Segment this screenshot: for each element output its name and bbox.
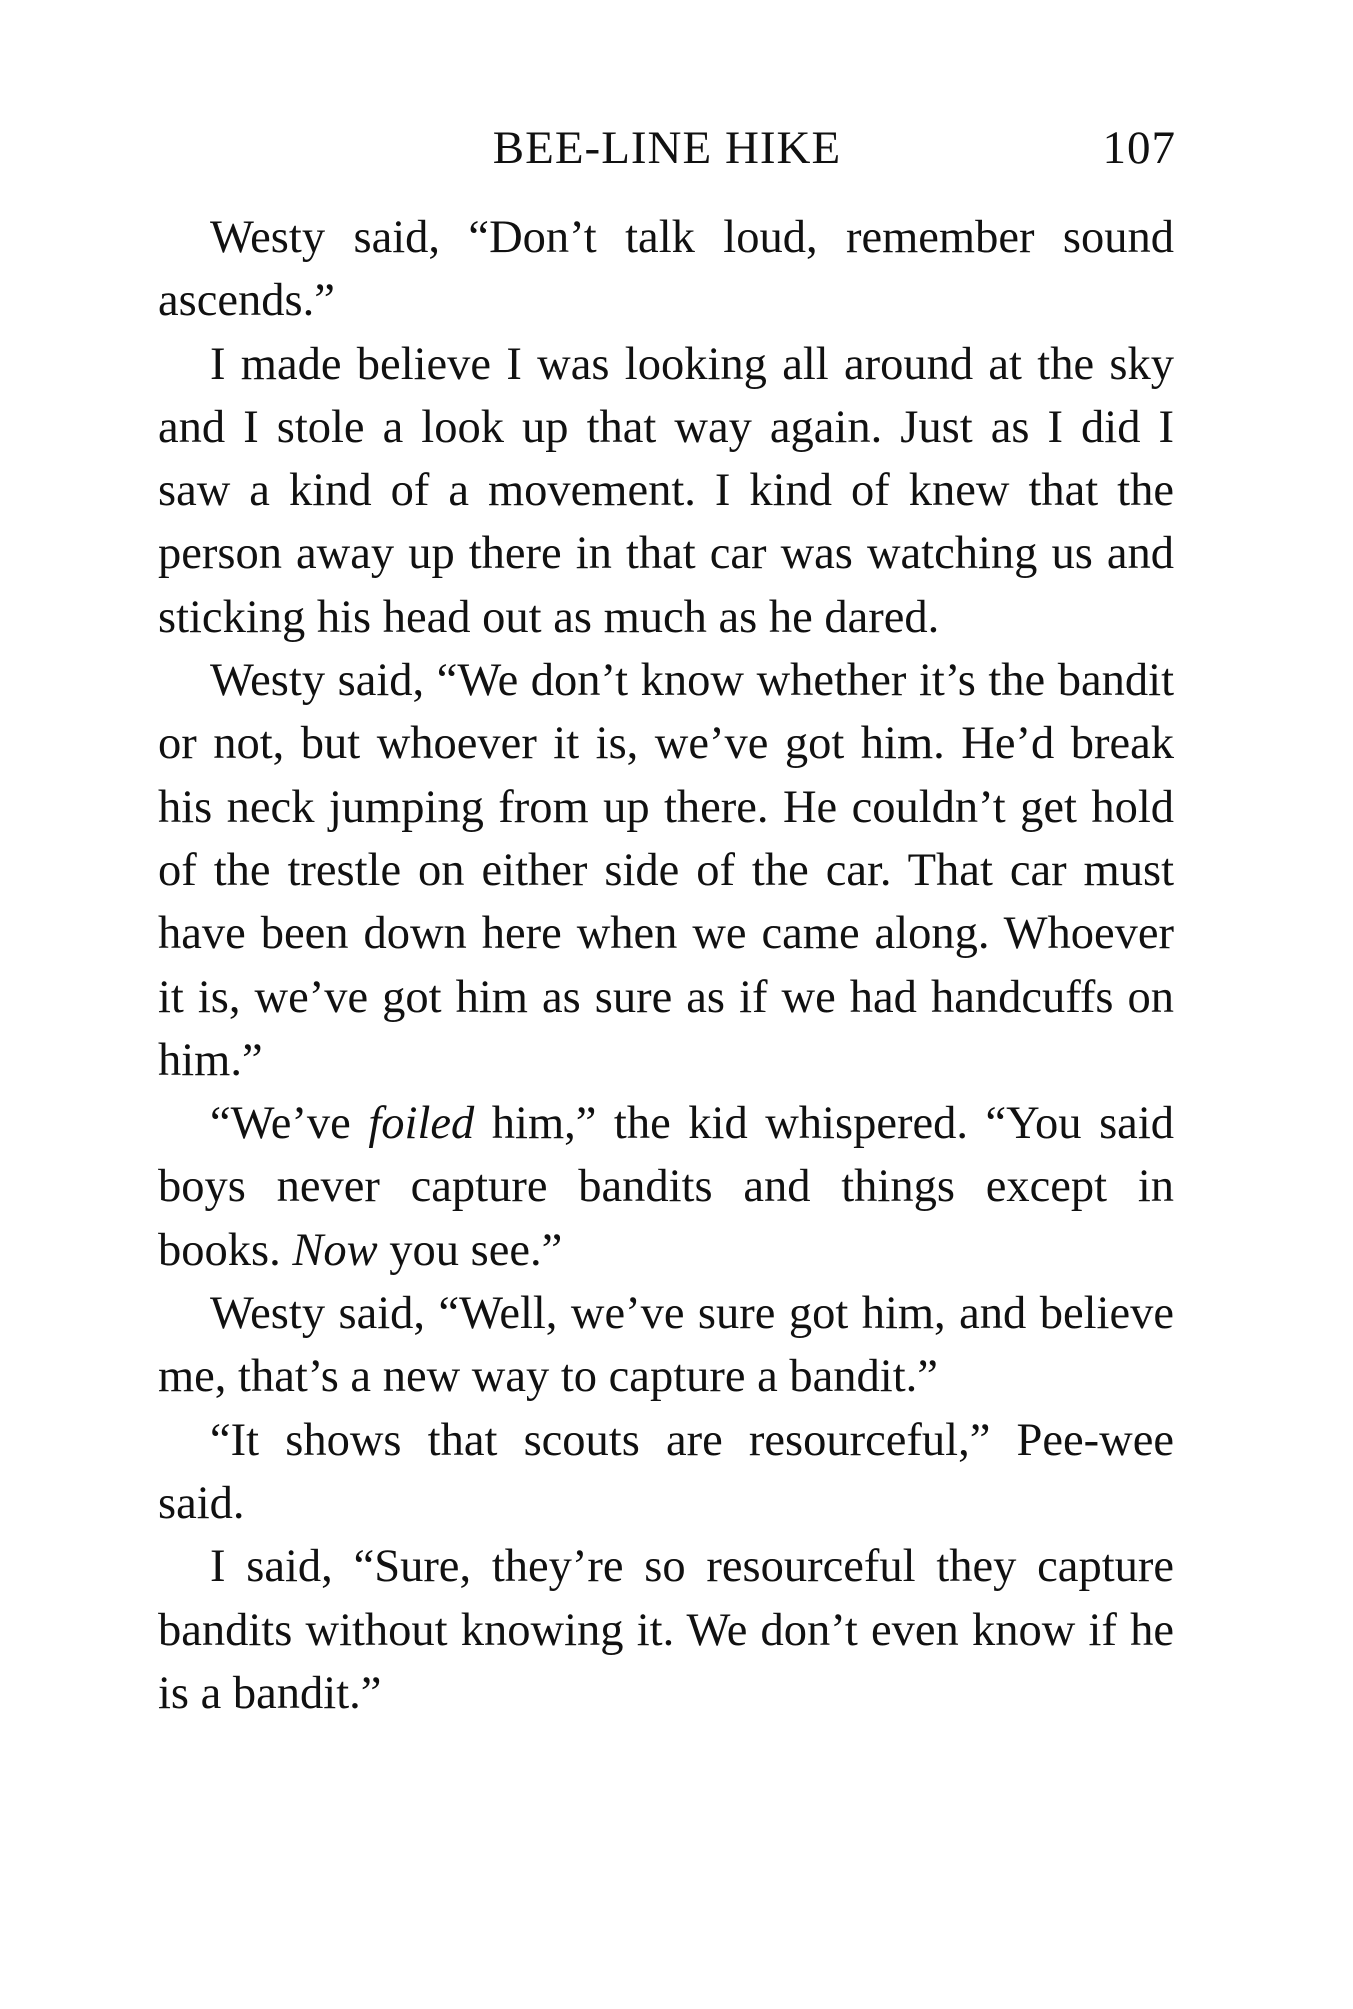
paragraph-3: Westy said, “We don’t know whether it’s the bandit or not, but whoever it is, we’ve got him. He’d break his neck jumping from up there. He couldn’t get hold of the trestle on either side of the car. That car must have been down here when we came along. Whoever it is, we’ve got him as sure as if we had handcuffs on him.”: [158, 655, 1174, 1086]
paragraph-4-part-1: “We’ve: [210, 1098, 369, 1150]
paragraph-5: Westy said, “Well, we’ve sure got him, and believe me, that’s a new way to capture a bandit.”: [158, 1288, 1174, 1403]
paragraph-4-emphasis-now: Now: [292, 1224, 378, 1276]
paragraph-1: Westy said, “Don’t talk loud, remember sound ascends.”: [158, 212, 1174, 327]
body-text: [158, 206, 1174, 1725]
paragraph-4-part-3: you see.”: [377, 1224, 563, 1276]
page-number: 107: [1102, 122, 1176, 174]
paragraph-2: I made believe I was looking all around at the sky and I stole a look up that way again. Just as I did I saw a kind of a movement. I kind of knew that the person away up there in that car was watching us and sticking his head out as much as he dared.: [158, 338, 1174, 643]
running-head: [158, 118, 1176, 178]
paragraph-4-part-2: him,” the kid whispered. “You said boys never capture bandits and things except in books.: [158, 1098, 1174, 1276]
paragraph-4: [158, 1092, 1174, 1282]
paragraph-7: I said, “Sure, they’re so resourceful they capture bandits without knowing it. We don’t even know if he is a bandit.”: [158, 1541, 1174, 1719]
paragraph-6: “It shows that scouts are resourceful,” Pee-wee said.: [158, 1414, 1174, 1529]
paragraph-4-emphasis-foiled: foiled: [368, 1098, 475, 1150]
running-title: BEE-LINE HIKE: [492, 122, 842, 174]
